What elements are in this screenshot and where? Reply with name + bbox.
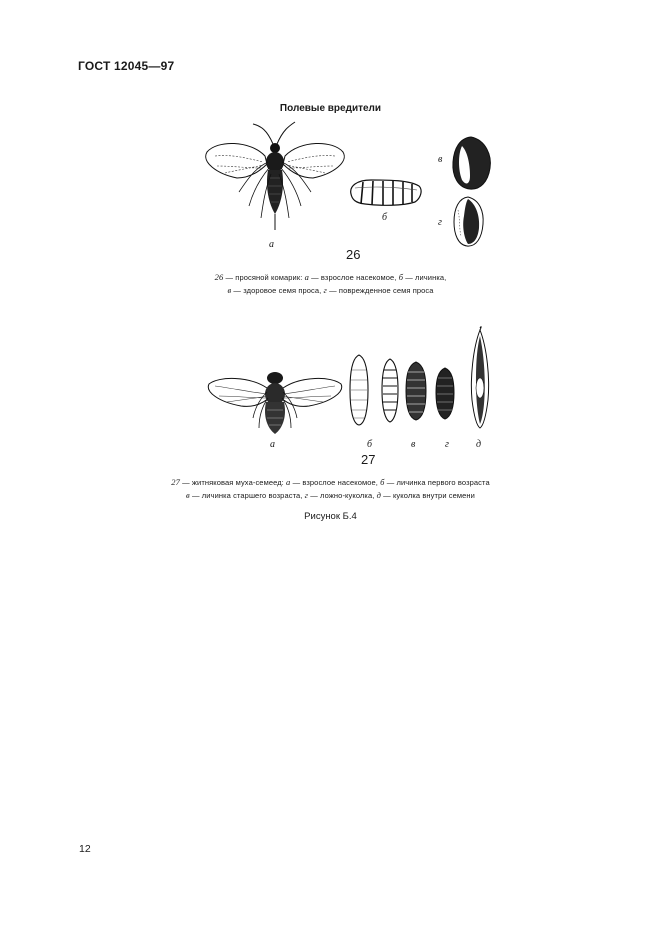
figure-26-caption-line-1: 26 — просяной комарик: а — взрослое насекомое, б — личинка, xyxy=(214,272,447,282)
document-header: ГОСТ 12045—97 xyxy=(78,59,175,73)
figure-27-caption-line-1: 27 — житняковая муха-семеед: а — взрослое насекомое, б — личинка первого возраста xyxy=(171,477,490,487)
figure-26-caption xyxy=(0,271,661,297)
millet-midge-adult-drawing xyxy=(195,118,355,238)
fig27-label-d: д xyxy=(476,439,482,450)
older-larva-drawing xyxy=(378,356,402,426)
fig27-label-g: г xyxy=(445,439,449,450)
fig26-label-a: а xyxy=(269,239,274,250)
figure-26-number: 26 xyxy=(346,247,361,262)
fig27-label-v: в xyxy=(411,439,416,450)
figure-27-caption xyxy=(0,476,661,502)
pupa-drawing xyxy=(433,366,457,422)
first-instar-larva-drawing xyxy=(346,352,372,428)
figure-27-number: 27 xyxy=(361,452,376,467)
fig26-label-v: в xyxy=(438,154,443,165)
fig26-label-g: г xyxy=(438,217,442,228)
section-title: Полевые вредители xyxy=(279,103,382,114)
figure-27-caption-line-2: в — личинка старшего возраста, г — ложно-куколка, д — куколка внутри семени xyxy=(186,490,475,500)
healthy-millet-seed-drawing xyxy=(448,134,494,192)
fig26-label-b: б xyxy=(382,212,388,223)
page-number: 12 xyxy=(79,843,91,855)
millet-midge-larva-drawing xyxy=(345,174,425,210)
fig27-label-b: б xyxy=(367,439,373,450)
figure-title: Рисунок Б.4 xyxy=(304,511,357,522)
figure-26-caption-line-2: в — здоровое семя проса, г — поврежденное семя проса xyxy=(227,285,434,295)
damaged-millet-seed-drawing xyxy=(450,194,486,250)
fig27-label-a: а xyxy=(270,439,275,450)
pseudo-pupa-drawing xyxy=(403,360,429,424)
pupa-inside-seed-drawing xyxy=(465,326,495,430)
wheatgrass-seed-fly-adult-drawing xyxy=(205,362,345,442)
